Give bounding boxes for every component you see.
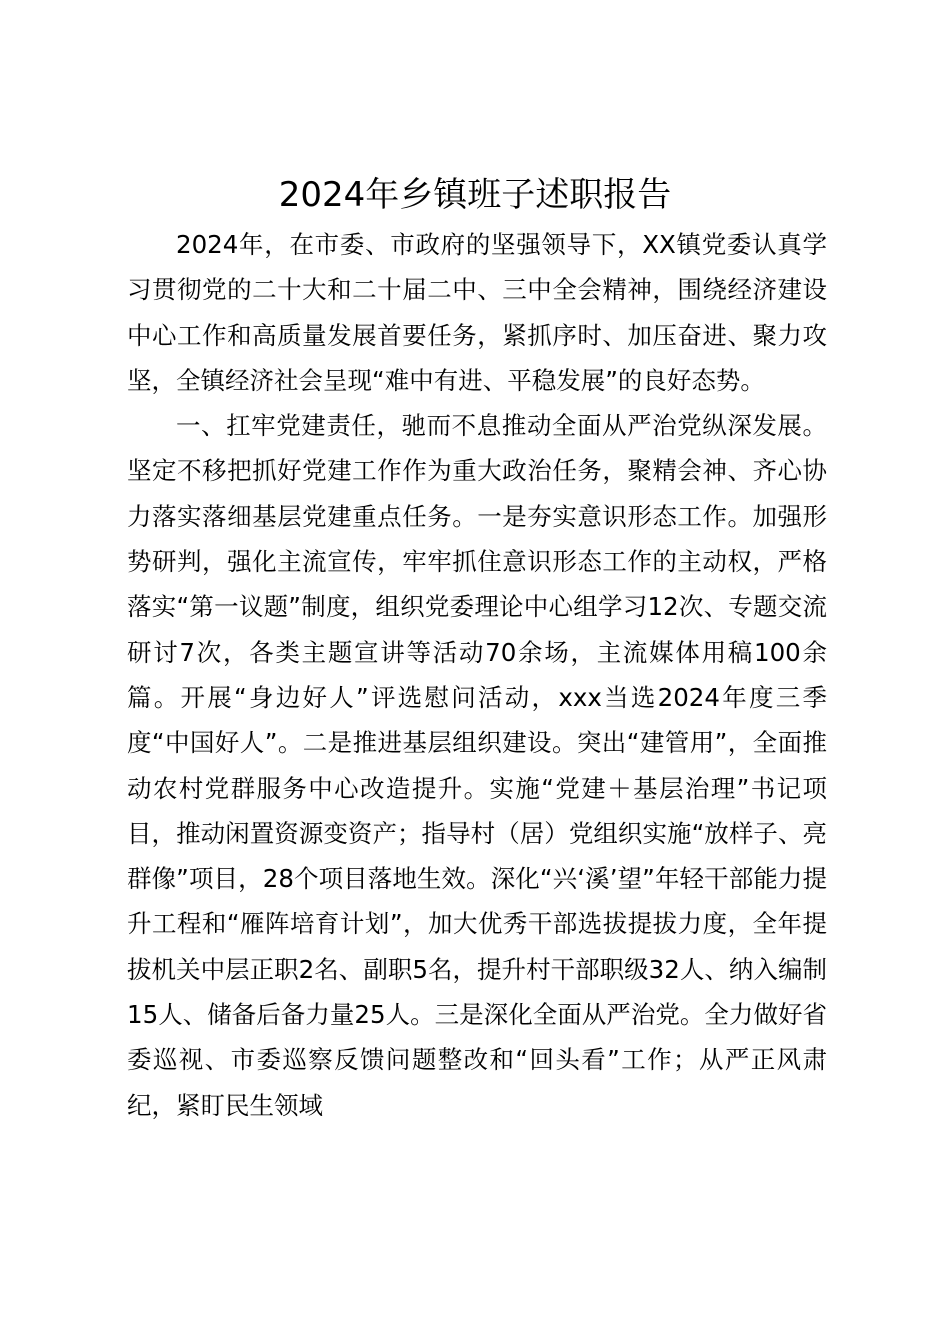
page-title: 2024年乡镇班子述职报告 xyxy=(278,175,672,215)
paragraph-party-building: 一、扛牢党建责任，驰而不息推动全面从严治党纵深发展。坚定不移把抓好党建工作作为重大政治任务，聚精会神、齐心协力落实落细基层党建重点任务。一是夯实意识形态工作。加强形势研判，强化主流宣传，牢牢抓住意识形态工作的主动权，严格落实“第一议题”制度，组织党委理论中心组学习12次、专题交流研讨7次，各类主题宣讲等活动70余场，主流媒体用稿100余篇。开展“身边好人”评选慰问活动，xxx当选2024年度三季度“中国好人”。二是推进基层组织建设。突出“建管用”，全面推动农村党群服务中心改造提升。实施“党建＋基层治理”书记项目，推动闲置资源变资产；指导村（居）党组织实施“放样子、亮群像”项目，28个项目落地生效。深化“兴‘溪’望”年轻干部能力提升工程和“雁阵培育计划”，加大优秀干部选拔提拔力度，全年提拔机关中层正职2名、副职5名，提升村干部职级32人、纳入编制15人、储备后备力量25人。三是深化全面从严治党。全力做好省委巡视、市委巡察反馈问题整改和“回头看”工作；从严正风肃纪，紧盯民生领域 xyxy=(127,411,827,1120)
document-body xyxy=(127,222,827,1128)
paragraph-intro: 2024年，在市委、市政府的坚强领导下，XX镇党委认真学习贯彻党的二十大和二十届二中、三中全会精神，围绕经济建设中心工作和高质量发展首要任务，紧抓序时、加压奋进、聚力攻坚，全镇经济社会呈现“难中有进、平稳发展”的良好态势。 xyxy=(127,230,827,395)
